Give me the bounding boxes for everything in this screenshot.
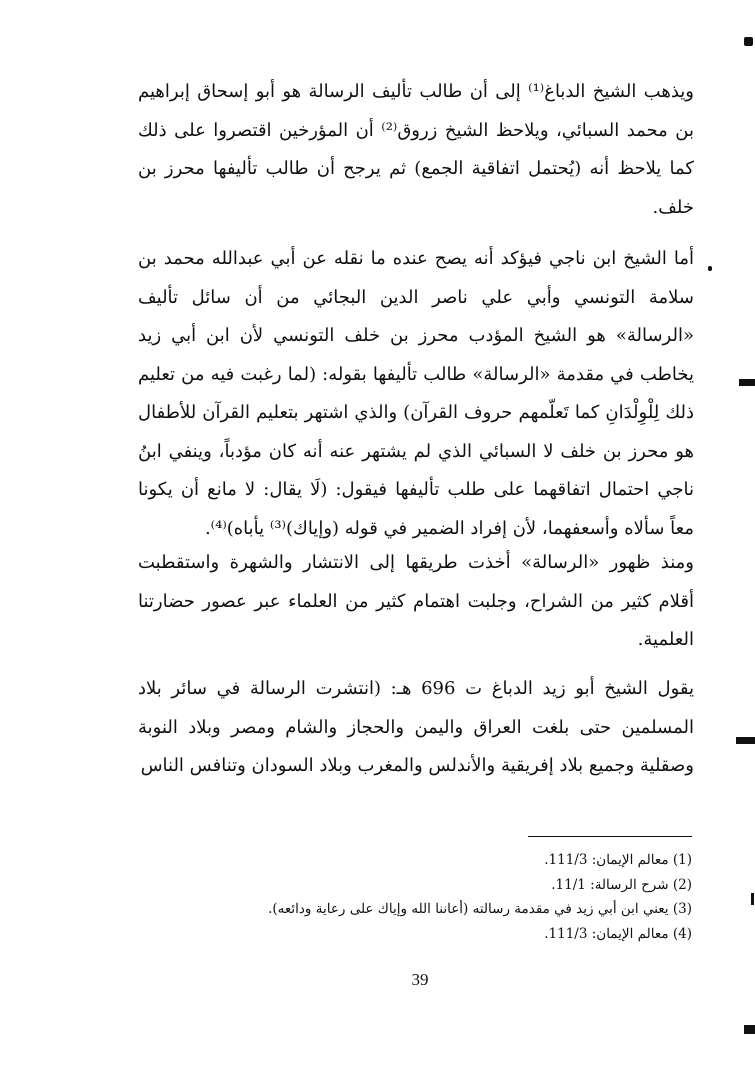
footnotes xyxy=(240,848,692,946)
footnote-separator xyxy=(528,836,692,837)
footnote-4: (4) معالم الإيمان: 111/3. xyxy=(544,925,692,942)
paragraph-3: ومنذ ظهور «الرسالة» أخذت طريقها إلى الانتشار والشهرة واستقطبت أقلام كثير من الشراح، وجلبت اهتمام كثير من العلماء عبر عصور حضارتنا العلمية. xyxy=(138,552,694,650)
footnote-3: (3) يعني ابن أبي زيد في مقدمة رسالته (أعاننا الله وإياك على رعاية ودائعه). xyxy=(268,901,692,917)
paragraph-2: أما الشيخ ابن ناجي فيؤكد أنه يصح عنده ما نقله عن أبي عبدالله محمد بن سلامة التونسي وأبي علي ناصر الدين البجائي من أن سائل تأليف «الرسالة» هو الشيخ المؤدب محرز بن خلف التونسي لأن ابن أبي زيد يخاطب في مقدمة «الرسالة» طالب تأليفها بقوله: (لما رغبت فيه من تعليم ذلك لِلْوِلْدَانِ كما تَعلّمهم حروف القرآن) والذي اشتهر بتعليم القرآن للأطفال هو محرز بن خلف لا السبائي الذي لم يشتهر عنه أنه كان مؤدباً، وينفي ابنُ ناجي احتمال اتفاقهما على طلب تأليفها فيقول: (لَا يقال: لا مانع أن يكونا معاً سألاه وأسعفهما، لأن إفراد الضمير في قوله (وإياك)⁽³⁾ يأباه)⁽⁴⁾. xyxy=(138,248,694,539)
page-number: 39 xyxy=(411,970,429,989)
scan-mark-2 xyxy=(708,266,712,271)
scan-mark-4 xyxy=(736,737,755,744)
scan-mark-5 xyxy=(751,893,754,905)
scan-mark-1 xyxy=(744,37,753,46)
paragraph-4: يقول الشيخ أبو زيد الدباغ ت 696 هـ: (انتشرت الرسالة في سائر بلاد المسلمين حتى بلغت العراق واليمن والحجاز والشام ومصر وبلاد النوبة وصقلية وجميع بلاد إفريقية والأندلس والمغرب وبلاد السودان وتنافس الناس xyxy=(138,678,694,776)
scan-mark-3 xyxy=(739,379,755,386)
footnote-1: (1) معالم الإيمان: 111/3. xyxy=(544,852,692,868)
scan-mark-6 xyxy=(744,1025,755,1034)
footnote-2: (2) شرح الرسالة: 11/1. xyxy=(551,876,692,893)
paragraph-1: ويذهب الشيخ الدباغ⁽¹⁾ إلى أن طالب تأليف الرسالة هو أبو إسحاق إبراهيم بن محمد السبائي، ويلاحظ الشيخ زروق⁽²⁾ أن المؤرخين اقتصروا على ذلك كما يلاحظ أنه (يُحتمل اتفاقية الجمع) ثم يرجح أن طالب تأليفها محرز بن خلف. xyxy=(138,81,694,218)
